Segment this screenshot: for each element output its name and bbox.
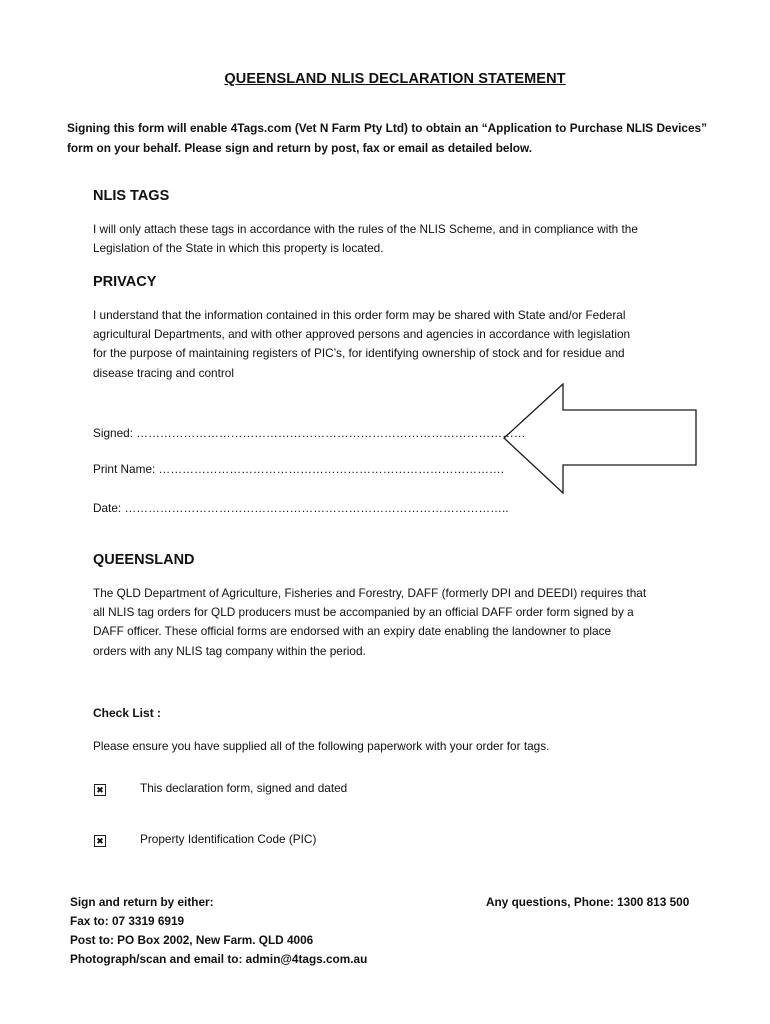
checked-box-icon[interactable]: ✖ (94, 835, 106, 847)
privacy-line: disease tracing and control (93, 365, 234, 380)
date-line[interactable]: Date: …………………………………………………………………………………….. (93, 501, 509, 515)
nlis-tags-paragraph (93, 220, 703, 258)
sign-return-text: Sign and return by either: (70, 895, 214, 909)
privacy-line: for the purpose of maintaining registers of PIC’s, for identifying ownership of stock and for residue and (93, 346, 625, 361)
fax-text: Fax to: 07 3319 6919 (70, 914, 185, 928)
queensland-paragraph (93, 584, 703, 661)
questions-phone: Any questions, Phone: 1300 813 500 (486, 895, 690, 909)
checklist-title: Check List : (93, 706, 162, 720)
left-arrow-outline-icon (503, 383, 701, 495)
checklist-instruction: Please ensure you have supplied all of the following paperwork with your order for tags. (93, 739, 550, 753)
queensland-line: orders with any NLIS tag company within the period. (93, 643, 366, 658)
intro-paragraph: Signing this form will enable 4Tags.com (Vet N Farm Pty Ltd) to obtain an “Application to Purchase NLIS Devices” form on your behalf. Please sign and return by post, fax or email as detailed below. (67, 121, 707, 155)
nlis-tags-line: Legislation of the State in which this property is located. (93, 241, 384, 256)
document-title: QUEENSLAND NLIS DECLARATION STATEMENT (224, 71, 566, 87)
checklist-item-label: This declaration form, signed and dated (140, 781, 348, 795)
privacy-heading: PRIVACY (93, 274, 157, 290)
checklist-item[interactable] (94, 780, 106, 798)
email-text: Photograph/scan and email to: admin@4tags.com.au (70, 952, 368, 966)
checked-box-icon[interactable]: ✖ (94, 784, 106, 796)
privacy-line: I understand that the information contained in this order form may be shared with State and/or Federal (93, 308, 626, 322)
post-text: Post to: PO Box 2002, New Farm. QLD 4006 (70, 933, 314, 947)
privacy-paragraph (93, 306, 703, 383)
queensland-heading: QUEENSLAND (93, 552, 195, 568)
privacy-line: agricultural Departments, and with other approved persons and agencies in accordance with legislation (93, 327, 631, 342)
nlis-tags-line: I will only attach these tags in accordance with the rules of the NLIS Scheme, and in compliance with the (93, 222, 638, 236)
checklist-item-label: Property Identification Code (PIC) (140, 832, 317, 846)
nlis-tags-heading: NLIS TAGS (93, 188, 170, 204)
queensland-line: The QLD Department of Agriculture, Fisheries and Forestry, DAFF (formerly DPI and DEEDI) requires that (93, 586, 647, 600)
footer-contact (70, 893, 367, 969)
queensland-line: DAFF officer. These official forms are endorsed with an expiry date enabling the landowner to place (93, 624, 612, 639)
print-name-line[interactable]: Print Name: ……………………………………………………………………………. (93, 462, 504, 476)
checklist-item[interactable] (94, 831, 106, 849)
signed-line[interactable]: Signed: ……………………………………………………………………………………… (93, 426, 526, 440)
queensland-line: all NLIS tag orders for QLD producers must be accompanied by an official DAFF order form signed by a (93, 605, 634, 620)
